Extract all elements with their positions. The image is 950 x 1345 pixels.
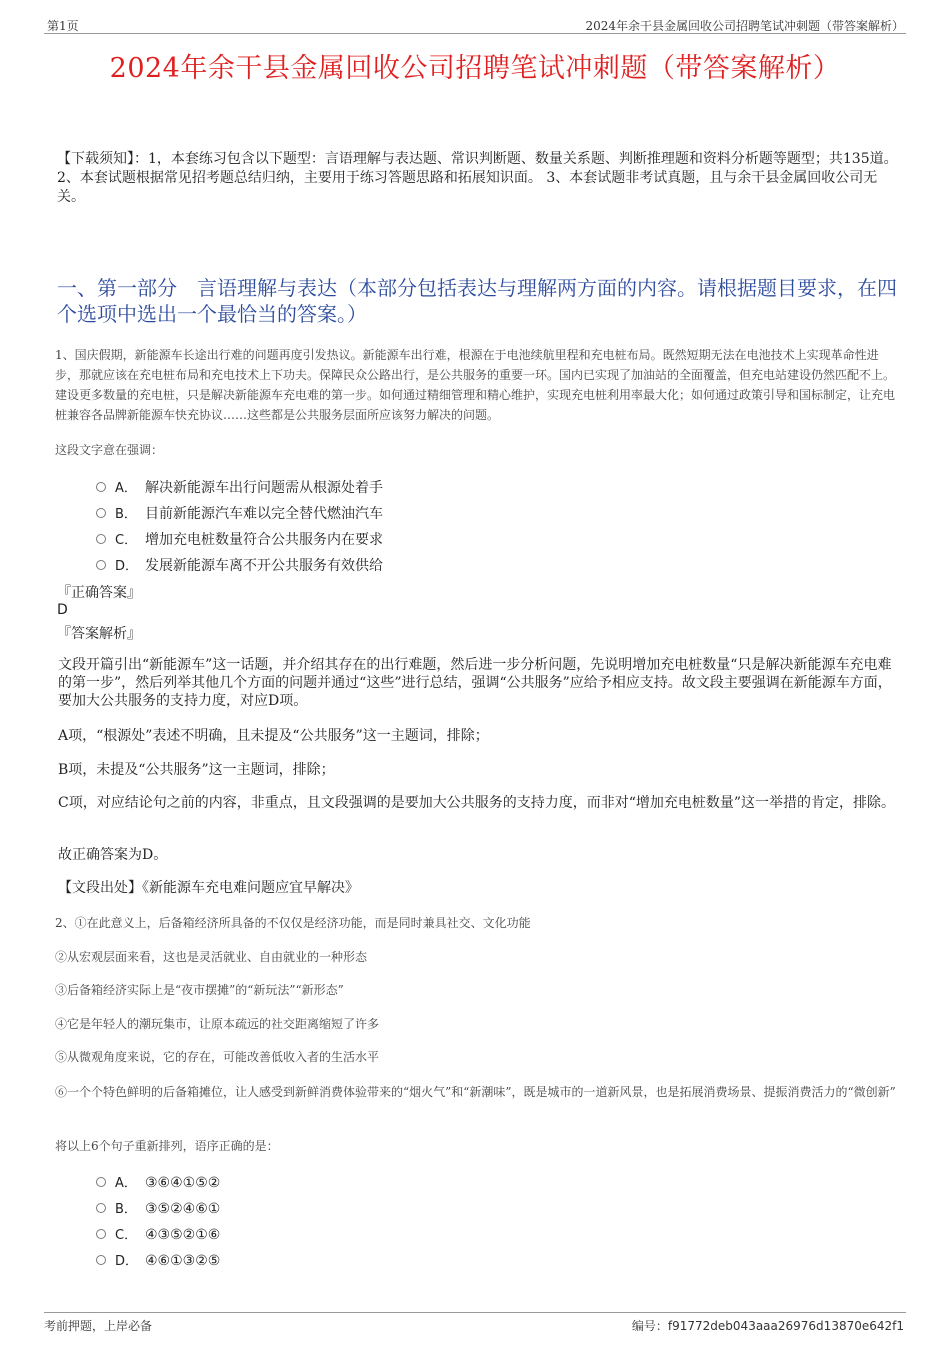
radio-icon[interactable] <box>96 560 106 570</box>
radio-icon[interactable] <box>96 1229 106 1239</box>
q2-option-d[interactable]: D． ④⑥①③②⑤ <box>96 1250 220 1269</box>
analysis-label: 『答案解析』 <box>57 626 141 642</box>
radio-icon[interactable] <box>96 482 106 492</box>
q1-option-a[interactable]: A． 解决新能源车出行问题需从根源处着手 <box>96 477 383 497</box>
analysis-paragraph: C项，对应结论句之前的内容，非重点，且文段强调的是要加大公共服务的支持力度，而非对“增加充电桩数量”这一举措的肯定，排除。 <box>58 795 896 811</box>
q2-sentence: ④它是年轻人的潮玩集市，让原本疏远的社交距离缩短了许多 <box>55 1017 380 1031</box>
radio-icon[interactable] <box>96 1177 106 1187</box>
download-notice: 【下载须知】：1，本套练习包含以下题型：言语理解与表达题、常识判断题、数量关系题、判断推理题和资料分析题等题型；共135道。 2、本套试题根据常见招考题总结归纳，主要用于练习答题思路和拓展知识面。 3、本套试题非考试真题，且与余干县金属回收公司无关。 <box>57 151 898 205</box>
radio-icon[interactable] <box>96 534 106 544</box>
q1-stem: 1、国庆假期，新能源车长途出行难的问题再度引发热议。新能源车出行难，根源在于电池续航里程和充电桩布局。既然短期无法在电池技术上实现革命性进步，那就应该在充电桩布局和充电技术上下功夫。保障民众公路出行，是公共服务的重要一环。国内已实现了加油站的全面覆盖，但充电站建设仍然匹配不上。建设更多数量的充电桩，只是解决新能源车充电难的第一步。如何通过精细管理和精心维护，实现充电桩利用率最大化；如何通过政策引导和国标制定，让充电桩兼容各品牌新能源车快充协议……这些都是公共服务层面所应该努力解决的问题。 <box>55 348 896 422</box>
radio-icon[interactable] <box>96 1203 106 1213</box>
q1-option-c[interactable]: C． 增加充电桩数量符合公共服务内在要求 <box>96 529 383 549</box>
page-number: 第1页 <box>47 19 79 33</box>
q2-option-a[interactable]: A． ③⑥④①⑤② <box>96 1172 220 1191</box>
q2-sentence: ③后备箱经济实际上是“夜市摆摊”的“新玩法”“新形态” <box>55 983 344 997</box>
q2-sentence: ⑥一个个特色鲜明的后备箱摊位，让人感受到新鲜消费体验带来的“烟火气”和“新潮味”，既是城市的一道新风景，也是拓展消费场景、提振消费活力的“微创新” <box>55 1085 896 1099</box>
q2-option-c[interactable]: C． ④③⑤②①⑥ <box>96 1224 220 1243</box>
q2-prompt: 将以上6个句子重新排列，语序正确的是： <box>55 1139 279 1153</box>
footer-slogan: 考前押题，上岸必备 <box>44 1319 153 1333</box>
section-title: 一、第一部分 言语理解与表达（本部分包括表达与理解两方面的内容。请根据题目要求，在四个选项中选出一个最恰当的答案。） <box>57 276 897 326</box>
source-citation: 【文段出处】《新能源车充电难问题应宜早解决》 <box>58 880 359 896</box>
footer-code-value: f91772deb043aaa26976d13870e642f1 <box>667 1319 904 1333</box>
q2-sentence: 2、①在此意义上，后备箱经济所具备的不仅仅是经济功能，而是同时兼具社交、文化功能 <box>55 916 531 930</box>
q1-option-b[interactable]: B． 目前新能源汽车难以完全替代燃油汽车 <box>96 503 383 523</box>
analysis-paragraph: B项，未提及“公共服务”这一主题词，排除； <box>58 762 335 778</box>
footer-code-label: 编号： <box>631 1319 668 1333</box>
radio-icon[interactable] <box>96 1255 106 1265</box>
analysis-paragraph: 故正确答案为D。 <box>58 847 168 863</box>
header-doc-title: 2024年余干县金属回收公司招聘笔试冲刺题（带答案解析） <box>585 19 904 33</box>
q2-sentence: ②从宏观层面来看，这也是灵活就业、自由就业的一种形态 <box>55 950 368 964</box>
q2-sentence: ⑤从微观角度来说，它的存在，可能改善低收入者的生活水平 <box>55 1050 380 1064</box>
footer-divider <box>44 1312 906 1313</box>
answer-label: 『正确答案』 <box>57 585 141 601</box>
q1-prompt: 这段文字意在强调： <box>55 443 164 457</box>
q2-option-b[interactable]: B． ③⑤②④⑥① <box>96 1198 220 1217</box>
analysis-paragraph: 文段开篇引出“新能源车”这一话题，并介绍其存在的出行难题，然后进一步分析问题，先说明增加充电桩数量“只是解决新能源车充电难的第一步”，然后列举其他几个方面的问题并通过“这些”进行总结，强调“公共服务”应给予相应支持。故文段主要强调在新能源车方面，要加大公共服务的支持力度，对应D项。 <box>58 657 892 709</box>
header-divider <box>44 33 906 34</box>
page-title: 2024年余干县金属回收公司招聘笔试冲刺题（带答案解析） <box>109 53 841 84</box>
q1-option-d[interactable]: D． 发展新能源车离不开公共服务有效供给 <box>96 555 383 575</box>
footer-code <box>632 1317 904 1334</box>
analysis-paragraph: A项，“根源处”表述不明确，且未提及“公共服务”这一主题词，排除； <box>58 728 489 744</box>
answer-value: D <box>57 602 68 618</box>
radio-icon[interactable] <box>96 508 106 518</box>
